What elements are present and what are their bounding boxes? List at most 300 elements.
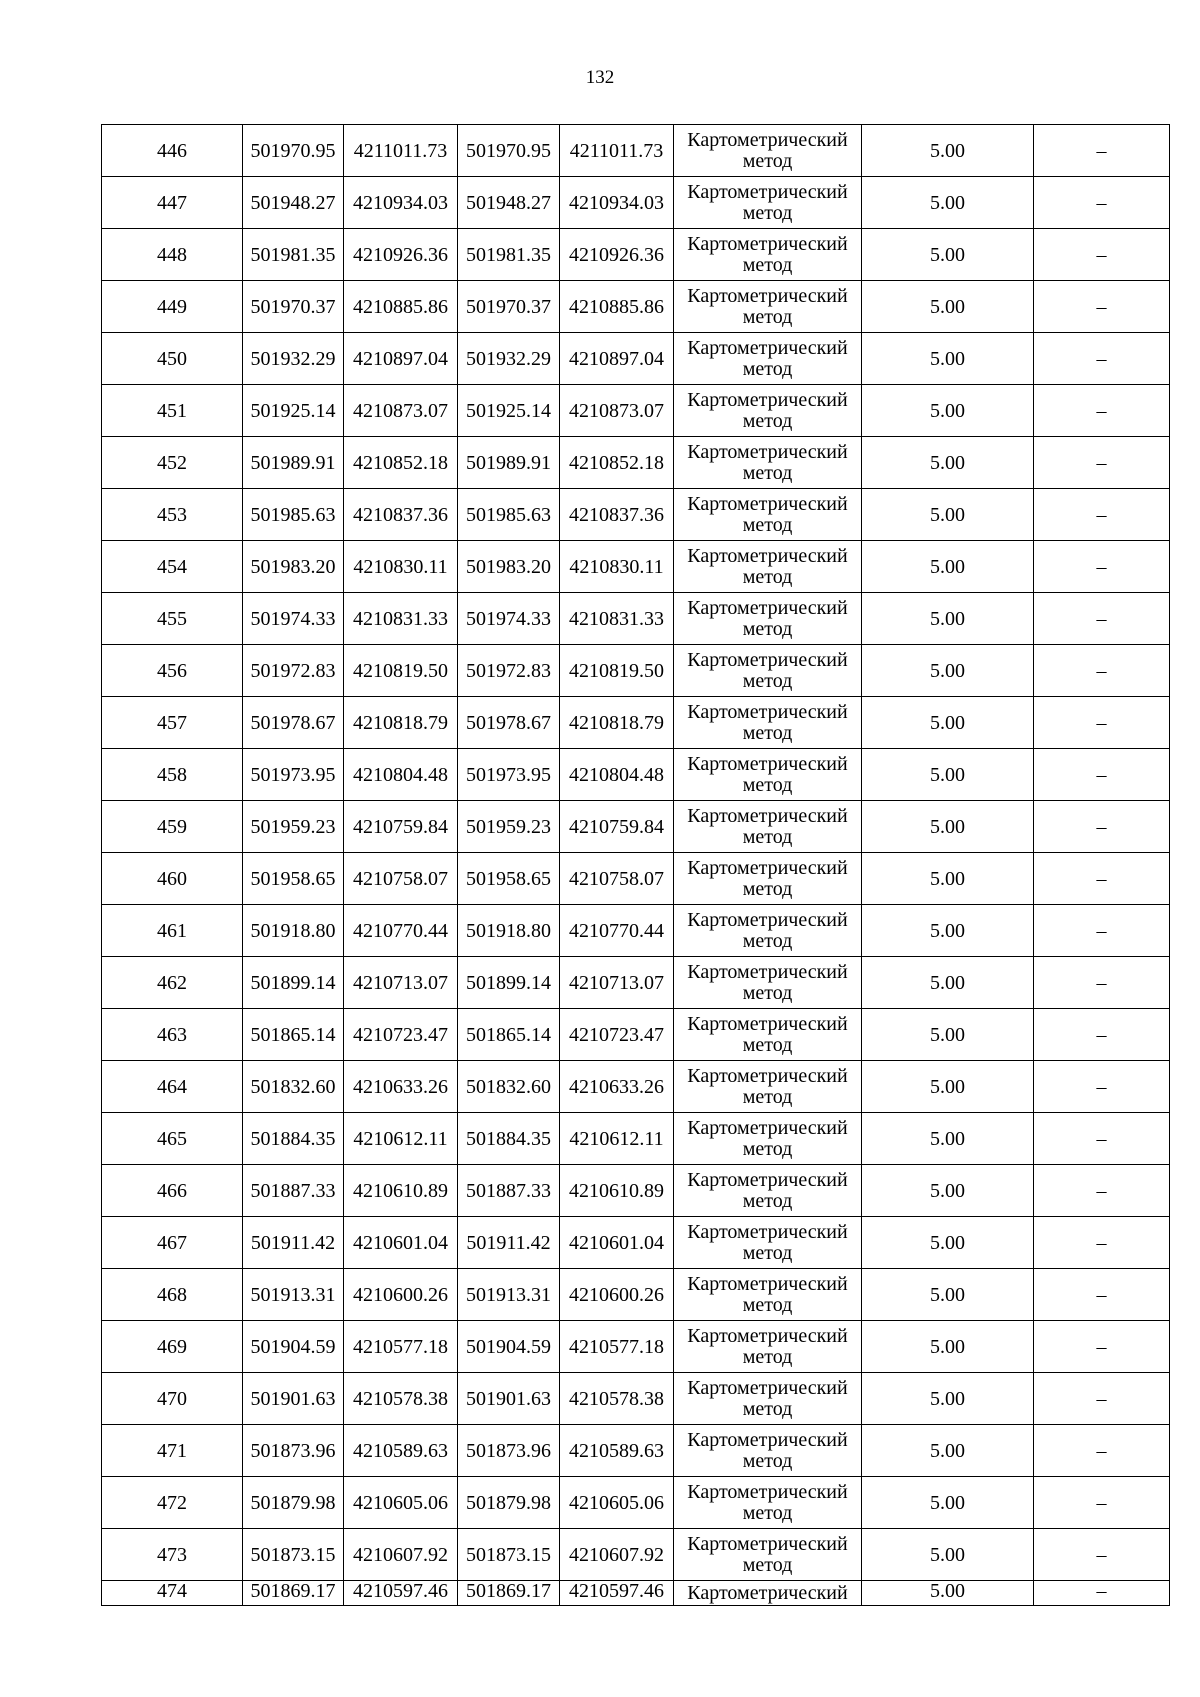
y-coordinate-cell: 4210819.50 <box>560 645 674 697</box>
table-row <box>102 801 1170 853</box>
method-cell <box>674 489 862 541</box>
method-cell <box>674 697 862 749</box>
y-coordinate-cell: 4210759.84 <box>344 801 458 853</box>
point-number-cell: 471 <box>102 1425 243 1477</box>
y-coordinate-cell: 4210830.11 <box>344 541 458 593</box>
table-row <box>102 1425 1170 1477</box>
y-coordinate-cell: 4210897.04 <box>560 333 674 385</box>
x-coordinate-cell: 501972.83 <box>458 645 560 697</box>
accuracy-cell: 5.00 <box>862 1425 1034 1477</box>
method-cell <box>674 125 862 177</box>
method-line: Картометрический <box>687 1273 848 1295</box>
method-line: Картометрический <box>687 181 848 203</box>
table-row <box>102 1165 1170 1217</box>
y-coordinate-cell: 4210723.47 <box>344 1009 458 1061</box>
point-number-cell: 473 <box>102 1529 243 1581</box>
y-coordinate-cell: 4210873.07 <box>560 385 674 437</box>
method-line: метод <box>742 774 793 796</box>
method-line: метод <box>742 1034 793 1056</box>
point-number-cell: 474 <box>102 1581 243 1606</box>
method-cell <box>674 1373 862 1425</box>
y-coordinate-cell: 4210612.11 <box>344 1113 458 1165</box>
point-number-cell: 462 <box>102 957 243 1009</box>
x-coordinate-cell: 501973.95 <box>243 749 344 801</box>
x-coordinate-cell: 501959.23 <box>243 801 344 853</box>
table-row <box>102 281 1170 333</box>
y-coordinate-cell: 4210837.36 <box>560 489 674 541</box>
x-coordinate-cell: 501884.35 <box>458 1113 560 1165</box>
x-coordinate-cell: 501970.95 <box>243 125 344 177</box>
accuracy-cell: 5.00 <box>862 697 1034 749</box>
table-row <box>102 593 1170 645</box>
note-cell: – <box>1034 801 1170 853</box>
method-cell <box>674 229 862 281</box>
method-cell <box>674 541 862 593</box>
table-row <box>102 177 1170 229</box>
x-coordinate-cell: 501948.27 <box>458 177 560 229</box>
method-line: Картометрический <box>687 1325 848 1347</box>
x-coordinate-cell: 501918.80 <box>458 905 560 957</box>
y-coordinate-cell: 4210759.84 <box>560 801 674 853</box>
x-coordinate-cell: 501974.33 <box>243 593 344 645</box>
method-line: Картометрический <box>687 1221 848 1243</box>
note-cell: – <box>1034 1321 1170 1373</box>
point-number-cell: 451 <box>102 385 243 437</box>
method-line: метод <box>742 514 793 536</box>
point-number-cell: 453 <box>102 489 243 541</box>
note-cell: – <box>1034 229 1170 281</box>
x-coordinate-cell: 501873.15 <box>458 1529 560 1581</box>
y-coordinate-cell: 4210852.18 <box>560 437 674 489</box>
y-coordinate-cell: 4210610.89 <box>344 1165 458 1217</box>
accuracy-cell: 5.00 <box>862 1477 1034 1529</box>
x-coordinate-cell: 501981.35 <box>458 229 560 281</box>
method-cell <box>674 1269 862 1321</box>
point-number-cell: 464 <box>102 1061 243 1113</box>
y-coordinate-cell: 4210804.48 <box>560 749 674 801</box>
accuracy-cell: 5.00 <box>862 749 1034 801</box>
method-line: метод <box>742 722 793 744</box>
method-cell <box>674 1529 862 1581</box>
table-row <box>102 437 1170 489</box>
method-line: Картометрический <box>687 1169 848 1191</box>
method-line: метод <box>742 1294 793 1316</box>
x-coordinate-cell: 501901.63 <box>458 1373 560 1425</box>
point-number-cell: 460 <box>102 853 243 905</box>
y-coordinate-cell: 4210770.44 <box>560 905 674 957</box>
y-coordinate-cell: 4210852.18 <box>344 437 458 489</box>
x-coordinate-cell: 501911.42 <box>243 1217 344 1269</box>
point-number-cell: 461 <box>102 905 243 957</box>
accuracy-cell: 5.00 <box>862 593 1034 645</box>
x-coordinate-cell: 501884.35 <box>243 1113 344 1165</box>
method-line: метод <box>742 462 793 484</box>
x-coordinate-cell: 501974.33 <box>458 593 560 645</box>
y-coordinate-cell: 4210612.11 <box>560 1113 674 1165</box>
method-line: метод <box>742 826 793 848</box>
table-row <box>102 749 1170 801</box>
point-number-cell: 449 <box>102 281 243 333</box>
point-number-cell: 458 <box>102 749 243 801</box>
accuracy-cell: 5.00 <box>862 1009 1034 1061</box>
method-cell <box>674 281 862 333</box>
method-cell <box>674 1009 862 1061</box>
x-coordinate-cell: 501911.42 <box>458 1217 560 1269</box>
y-coordinate-cell: 4210723.47 <box>560 1009 674 1061</box>
y-coordinate-cell: 4210589.63 <box>560 1425 674 1477</box>
x-coordinate-cell: 501887.33 <box>458 1165 560 1217</box>
method-cell <box>674 333 862 385</box>
table-row <box>102 1477 1170 1529</box>
point-number-cell: 452 <box>102 437 243 489</box>
x-coordinate-cell: 501865.14 <box>243 1009 344 1061</box>
point-number-cell: 465 <box>102 1113 243 1165</box>
method-line: Картометрический <box>687 1533 848 1555</box>
point-number-cell: 448 <box>102 229 243 281</box>
accuracy-cell: 5.00 <box>862 1217 1034 1269</box>
method-line: метод <box>742 306 793 328</box>
method-cell <box>674 437 862 489</box>
x-coordinate-cell: 501985.63 <box>458 489 560 541</box>
accuracy-cell: 5.00 <box>862 905 1034 957</box>
x-coordinate-cell: 501879.98 <box>458 1477 560 1529</box>
point-number-cell: 467 <box>102 1217 243 1269</box>
note-cell: – <box>1034 645 1170 697</box>
method-line: Картометрический <box>687 805 848 827</box>
y-coordinate-cell: 4210597.46 <box>560 1581 674 1606</box>
point-number-cell: 466 <box>102 1165 243 1217</box>
method-line: метод <box>742 358 793 380</box>
x-coordinate-cell: 501913.31 <box>243 1269 344 1321</box>
x-coordinate-cell: 501925.14 <box>243 385 344 437</box>
table-body <box>102 125 1170 1606</box>
accuracy-cell: 5.00 <box>862 489 1034 541</box>
y-coordinate-cell: 4210934.03 <box>560 177 674 229</box>
x-coordinate-cell: 501865.14 <box>458 1009 560 1061</box>
accuracy-cell: 5.00 <box>862 801 1034 853</box>
y-coordinate-cell: 4210601.04 <box>560 1217 674 1269</box>
method-cell <box>674 645 862 697</box>
note-cell: – <box>1034 1581 1170 1606</box>
table-row <box>102 957 1170 1009</box>
table-row <box>102 541 1170 593</box>
y-coordinate-cell: 4210633.26 <box>560 1061 674 1113</box>
x-coordinate-cell: 501925.14 <box>458 385 560 437</box>
method-line: метод <box>742 150 793 172</box>
note-cell: – <box>1034 1217 1170 1269</box>
method-line: Картометрический <box>687 1377 848 1399</box>
table-row <box>102 333 1170 385</box>
x-coordinate-cell: 501932.29 <box>243 333 344 385</box>
y-coordinate-cell: 4210770.44 <box>344 905 458 957</box>
y-coordinate-cell: 4210818.79 <box>560 697 674 749</box>
note-cell: – <box>1034 749 1170 801</box>
y-coordinate-cell: 4210873.07 <box>344 385 458 437</box>
y-coordinate-cell: 4210818.79 <box>344 697 458 749</box>
accuracy-cell: 5.00 <box>862 853 1034 905</box>
x-coordinate-cell: 501983.20 <box>243 541 344 593</box>
note-cell: – <box>1034 125 1170 177</box>
x-coordinate-cell: 501887.33 <box>243 1165 344 1217</box>
note-cell: – <box>1034 1373 1170 1425</box>
method-line: Картометрический <box>687 545 848 567</box>
table-row <box>102 905 1170 957</box>
x-coordinate-cell: 501989.91 <box>458 437 560 489</box>
accuracy-cell: 5.00 <box>862 229 1034 281</box>
method-cell <box>674 905 862 957</box>
note-cell: – <box>1034 1425 1170 1477</box>
note-cell: – <box>1034 437 1170 489</box>
x-coordinate-cell: 501873.96 <box>458 1425 560 1477</box>
x-coordinate-cell: 501983.20 <box>458 541 560 593</box>
method-line: метод <box>742 202 793 224</box>
table-row <box>102 853 1170 905</box>
method-line: Картометрический <box>687 1582 848 1604</box>
method-line: метод <box>742 410 793 432</box>
accuracy-cell: 5.00 <box>862 957 1034 1009</box>
accuracy-cell: 5.00 <box>862 1113 1034 1165</box>
method-line: Картометрический <box>687 285 848 307</box>
point-number-cell: 468 <box>102 1269 243 1321</box>
note-cell: – <box>1034 593 1170 645</box>
y-coordinate-cell: 4210577.18 <box>344 1321 458 1373</box>
x-coordinate-cell: 501978.67 <box>458 697 560 749</box>
x-coordinate-cell: 501958.65 <box>243 853 344 905</box>
point-number-cell: 446 <box>102 125 243 177</box>
y-coordinate-cell: 4210804.48 <box>344 749 458 801</box>
note-cell: – <box>1034 697 1170 749</box>
y-coordinate-cell: 4210758.07 <box>560 853 674 905</box>
table-row <box>102 697 1170 749</box>
table-row <box>102 1061 1170 1113</box>
method-cell <box>674 749 862 801</box>
y-coordinate-cell: 4211011.73 <box>344 125 458 177</box>
method-cell <box>674 1113 862 1165</box>
table-row <box>102 1529 1170 1581</box>
method-line: Картометрический <box>687 441 848 463</box>
accuracy-cell: 5.00 <box>862 1269 1034 1321</box>
table-row <box>102 645 1170 697</box>
method-cell <box>674 1217 862 1269</box>
note-cell: – <box>1034 177 1170 229</box>
x-coordinate-cell: 501958.65 <box>458 853 560 905</box>
accuracy-cell: 5.00 <box>862 281 1034 333</box>
method-line: метод <box>742 566 793 588</box>
y-coordinate-cell: 4210819.50 <box>344 645 458 697</box>
y-coordinate-cell: 4210578.38 <box>560 1373 674 1425</box>
table-row <box>102 1373 1170 1425</box>
method-cell <box>674 385 862 437</box>
point-number-cell: 456 <box>102 645 243 697</box>
note-cell: – <box>1034 905 1170 957</box>
method-cell <box>674 593 862 645</box>
y-coordinate-cell: 4210607.92 <box>344 1529 458 1581</box>
y-coordinate-cell: 4210601.04 <box>344 1217 458 1269</box>
y-coordinate-cell: 4210713.07 <box>344 957 458 1009</box>
x-coordinate-cell: 501899.14 <box>243 957 344 1009</box>
accuracy-cell: 5.00 <box>862 1165 1034 1217</box>
accuracy-cell: 5.00 <box>862 333 1034 385</box>
x-coordinate-cell: 501970.37 <box>458 281 560 333</box>
y-coordinate-cell: 4210597.46 <box>344 1581 458 1606</box>
note-cell: – <box>1034 1009 1170 1061</box>
method-line: Картометрический <box>687 493 848 515</box>
accuracy-cell: 5.00 <box>862 177 1034 229</box>
point-number-cell: 470 <box>102 1373 243 1425</box>
y-coordinate-cell: 4210713.07 <box>560 957 674 1009</box>
y-coordinate-cell: 4210758.07 <box>344 853 458 905</box>
method-line: Картометрический <box>687 961 848 983</box>
x-coordinate-cell: 501869.17 <box>458 1581 560 1606</box>
table-row <box>102 1269 1170 1321</box>
x-coordinate-cell: 501970.95 <box>458 125 560 177</box>
y-coordinate-cell: 4210607.92 <box>560 1529 674 1581</box>
method-line: метод <box>742 982 793 1004</box>
x-coordinate-cell: 501985.63 <box>243 489 344 541</box>
x-coordinate-cell: 501899.14 <box>458 957 560 1009</box>
method-line: Картометрический <box>687 1429 848 1451</box>
note-cell: – <box>1034 853 1170 905</box>
method-line: метод <box>742 618 793 640</box>
method-cell <box>674 1477 862 1529</box>
accuracy-cell: 5.00 <box>862 1581 1034 1606</box>
note-cell: – <box>1034 1269 1170 1321</box>
y-coordinate-cell: 4210885.86 <box>560 281 674 333</box>
x-coordinate-cell: 501832.60 <box>458 1061 560 1113</box>
accuracy-cell: 5.00 <box>862 1373 1034 1425</box>
table-row <box>102 1217 1170 1269</box>
method-cell <box>674 177 862 229</box>
table-row <box>102 229 1170 281</box>
x-coordinate-cell: 501972.83 <box>243 645 344 697</box>
table-row <box>102 1321 1170 1373</box>
method-line: метод <box>742 1242 793 1264</box>
point-number-cell: 454 <box>102 541 243 593</box>
accuracy-cell: 5.00 <box>862 385 1034 437</box>
table-row <box>102 1113 1170 1165</box>
note-cell: – <box>1034 1113 1170 1165</box>
method-line: Картометрический <box>687 1481 848 1503</box>
y-coordinate-cell: 4210885.86 <box>344 281 458 333</box>
x-coordinate-cell: 501869.17 <box>243 1581 344 1606</box>
method-cell <box>674 1581 862 1606</box>
coordinates-table <box>101 124 1170 1606</box>
method-line: метод <box>742 1346 793 1368</box>
method-line: Картометрический <box>687 1013 848 1035</box>
point-number-cell: 447 <box>102 177 243 229</box>
y-coordinate-cell: 4210831.33 <box>344 593 458 645</box>
accuracy-cell: 5.00 <box>862 1061 1034 1113</box>
table-row <box>102 385 1170 437</box>
y-coordinate-cell: 4211011.73 <box>560 125 674 177</box>
method-line: метод <box>742 930 793 952</box>
point-number-cell: 459 <box>102 801 243 853</box>
point-number-cell: 450 <box>102 333 243 385</box>
point-number-cell: 463 <box>102 1009 243 1061</box>
x-coordinate-cell: 501978.67 <box>243 697 344 749</box>
accuracy-cell: 5.00 <box>862 1321 1034 1373</box>
y-coordinate-cell: 4210934.03 <box>344 177 458 229</box>
x-coordinate-cell: 501913.31 <box>458 1269 560 1321</box>
method-cell <box>674 1061 862 1113</box>
x-coordinate-cell: 501904.59 <box>243 1321 344 1373</box>
accuracy-cell: 5.00 <box>862 645 1034 697</box>
point-number-cell: 457 <box>102 697 243 749</box>
x-coordinate-cell: 501970.37 <box>243 281 344 333</box>
method-line: метод <box>742 878 793 900</box>
x-coordinate-cell: 501873.96 <box>243 1425 344 1477</box>
accuracy-cell: 5.00 <box>862 541 1034 593</box>
table-row <box>102 125 1170 177</box>
table-row <box>102 1009 1170 1061</box>
x-coordinate-cell: 501973.95 <box>458 749 560 801</box>
method-line: Картометрический <box>687 233 848 255</box>
method-cell <box>674 1425 862 1477</box>
note-cell: – <box>1034 1477 1170 1529</box>
y-coordinate-cell: 4210830.11 <box>560 541 674 593</box>
point-number-cell: 469 <box>102 1321 243 1373</box>
y-coordinate-cell: 4210605.06 <box>344 1477 458 1529</box>
method-line: метод <box>742 1502 793 1524</box>
method-line: Картометрический <box>687 753 848 775</box>
note-cell: – <box>1034 385 1170 437</box>
x-coordinate-cell: 501959.23 <box>458 801 560 853</box>
x-coordinate-cell: 501901.63 <box>243 1373 344 1425</box>
note-cell: – <box>1034 957 1170 1009</box>
y-coordinate-cell: 4210837.36 <box>344 489 458 541</box>
accuracy-cell: 5.00 <box>862 1529 1034 1581</box>
method-line: метод <box>742 254 793 276</box>
y-coordinate-cell: 4210610.89 <box>560 1165 674 1217</box>
table-row <box>102 489 1170 541</box>
x-coordinate-cell: 501989.91 <box>243 437 344 489</box>
x-coordinate-cell: 501904.59 <box>458 1321 560 1373</box>
x-coordinate-cell: 501932.29 <box>458 333 560 385</box>
method-cell <box>674 853 862 905</box>
method-line: Картометрический <box>687 701 848 723</box>
note-cell: – <box>1034 1165 1170 1217</box>
y-coordinate-cell: 4210831.33 <box>560 593 674 645</box>
method-line: Картометрический <box>687 389 848 411</box>
point-number-cell: 455 <box>102 593 243 645</box>
method-line: Картометрический <box>687 129 848 151</box>
x-coordinate-cell: 501948.27 <box>243 177 344 229</box>
x-coordinate-cell: 501918.80 <box>243 905 344 957</box>
method-line: Картометрический <box>687 597 848 619</box>
note-cell: – <box>1034 489 1170 541</box>
method-line: метод <box>742 1190 793 1212</box>
method-line: метод <box>742 1086 793 1108</box>
y-coordinate-cell: 4210926.36 <box>560 229 674 281</box>
method-cell <box>674 1165 862 1217</box>
method-line: Картометрический <box>687 337 848 359</box>
method-cell <box>674 1321 862 1373</box>
y-coordinate-cell: 4210926.36 <box>344 229 458 281</box>
note-cell: – <box>1034 541 1170 593</box>
y-coordinate-cell: 4210589.63 <box>344 1425 458 1477</box>
accuracy-cell: 5.00 <box>862 437 1034 489</box>
y-coordinate-cell: 4210605.06 <box>560 1477 674 1529</box>
x-coordinate-cell: 501879.98 <box>243 1477 344 1529</box>
y-coordinate-cell: 4210600.26 <box>560 1269 674 1321</box>
method-line: Картометрический <box>687 857 848 879</box>
y-coordinate-cell: 4210578.38 <box>344 1373 458 1425</box>
method-cell <box>674 801 862 853</box>
note-cell: – <box>1034 333 1170 385</box>
method-line: Картометрический <box>687 909 848 931</box>
note-cell: – <box>1034 281 1170 333</box>
page-number: 132 <box>585 67 615 88</box>
